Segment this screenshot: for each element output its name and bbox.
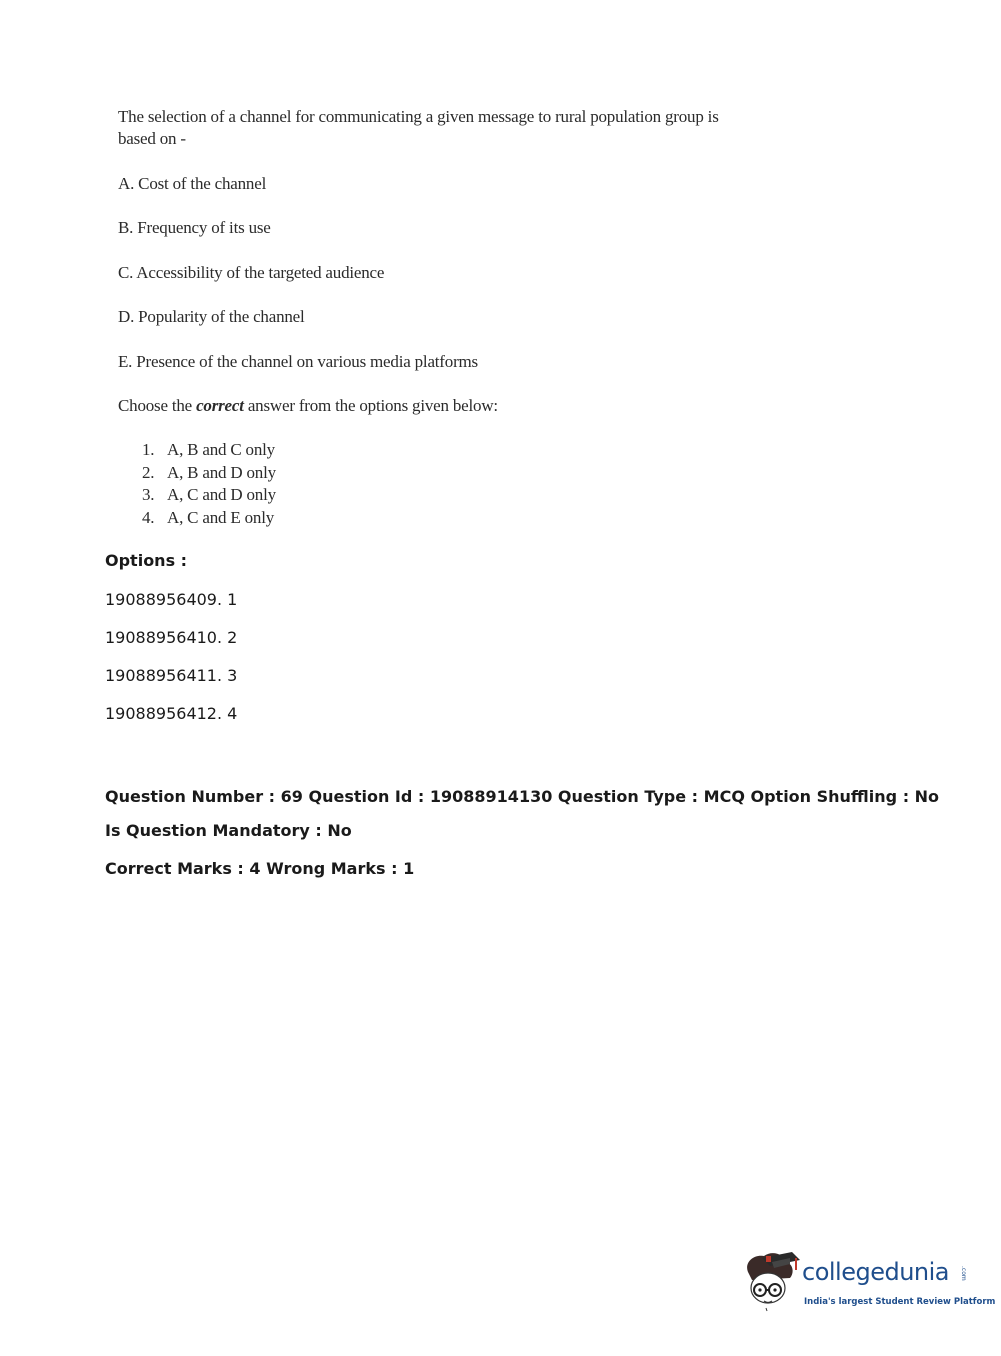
answer-number: 1. (142, 440, 155, 459)
answer-number: 4. (142, 507, 155, 527)
answer-text: A, B and C only (167, 440, 275, 459)
student-mascot-icon (742, 1250, 800, 1312)
answer-item (142, 462, 276, 485)
choose-suffix: answer from the options given below: (243, 396, 498, 415)
question-mandatory-line: Is Question Mandatory : No (105, 821, 352, 840)
statement-a: A. Cost of the channel (118, 174, 267, 193)
options-heading: Options : (105, 551, 188, 570)
logo-tagline: India's largest Student Review Platform (804, 1297, 996, 1307)
option-item-1: 19088956409. 1 (105, 590, 238, 609)
choose-prefix: Choose the (118, 396, 197, 415)
choose-instruction (118, 396, 498, 416)
logo-com: .com (960, 1266, 967, 1281)
answer-list (142, 439, 276, 529)
statement-b: B. Frequency of its use (118, 218, 271, 237)
answer-text: A, C and D only (167, 485, 276, 504)
answer-text: A, C and E only (167, 507, 275, 527)
question-meta-line: Question Number : 69 Question Id : 19088914130 Question Type : MCQ Option Shuffling : No (105, 787, 940, 806)
answer-item (142, 507, 276, 530)
logo-brand-name: collegedunia (802, 1258, 950, 1286)
answer-item (142, 484, 276, 507)
answer-item (142, 439, 276, 462)
option-item-2: 19088956410. 2 (105, 628, 238, 647)
statement-e: E. Presence of the channel on various media platforms (118, 352, 478, 371)
answer-number: 3. (142, 485, 155, 504)
collegedunia-logo[interactable] (742, 1250, 996, 1320)
answer-text: A, B and D only (167, 462, 276, 482)
statement-d: D. Popularity of the channel (118, 307, 305, 326)
question-stem: The selection of a channel for communicating a given message to rural population group is based on - (118, 107, 719, 148)
answer-number: 2. (142, 462, 155, 482)
option-item-3: 19088956411. 3 (105, 666, 238, 685)
marks-line: Correct Marks : 4 Wrong Marks : 1 (105, 859, 415, 878)
statement-c: C. Accessibility of the targeted audience (118, 263, 385, 282)
choose-emphasis: correct (196, 396, 244, 415)
option-item-4: 19088956412. 4 (105, 704, 238, 723)
question-image (118, 106, 738, 527)
